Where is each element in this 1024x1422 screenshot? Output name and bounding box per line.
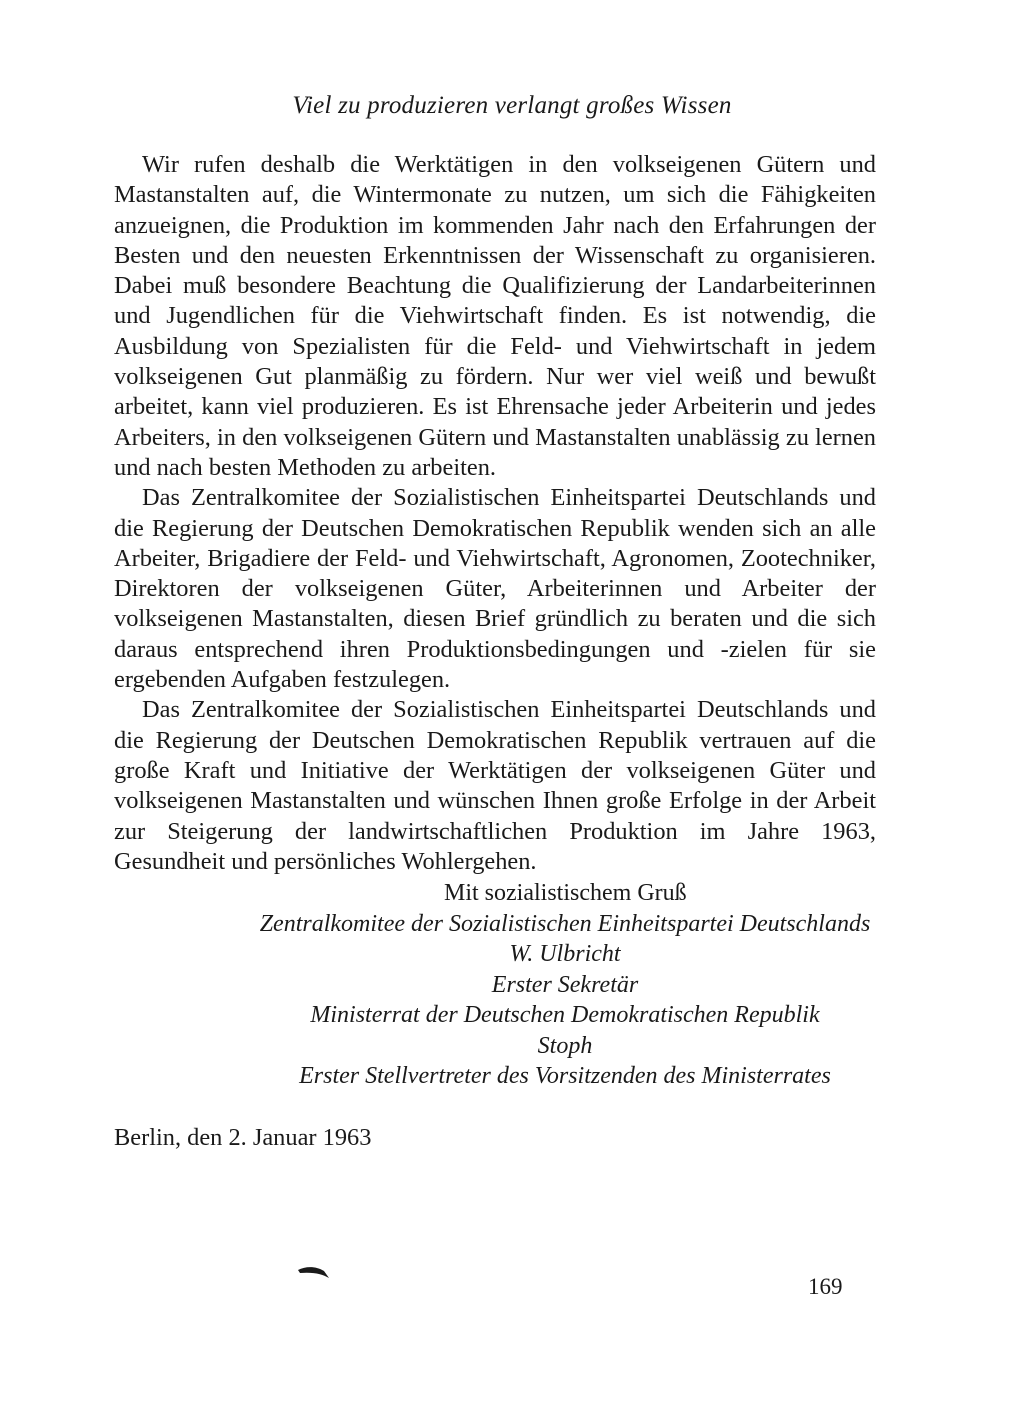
signature-title-deputy-chairman: Erster Stellvertreter des Vorsitzenden des Ministerrates	[299, 1063, 831, 1089]
section-heading: Viel zu produzieren verlangt großes Wissen	[292, 92, 732, 119]
signature-org-council-of-ministers: Ministerrat der Deutschen Demokratischen Republik	[310, 1002, 820, 1028]
signature-name-ulbricht: W. Ulbricht	[509, 941, 621, 967]
signature-title-first-secretary: Erster Sekretär	[491, 971, 639, 998]
signature-block	[114, 878, 876, 1092]
signature-greeting: Mit sozialistischem Gruß	[444, 880, 687, 906]
page-number: 169	[808, 1274, 843, 1299]
paragraph-3: Das Zentralkomitee der Sozialistischen Einheitspartei Deutschlands und die Regierung der Deutschen Demokratischen Republik vertrauen auf die große Kraft und Initiative der Werktätigen der volkseigenen Güter und volkseigenen Mastanstalten und wünschen Ihnen große Erfolge in der Arbeit zur Steigerung der landwirtschaftlichen Produktion im Jahre 1963, Gesundheit und persönliches Wohlergehen.	[114, 696, 876, 875]
paragraph-2: Das Zentralkomitee der Sozialistischen Einheitspartei Deutschlands und die Regierung der Deutschen Demokratischen Republik wenden sich an alle Arbeiter, Brigadiere der Feld- und Viehwirtschaft, Agronomen, Zootechniker, Direktoren der volkseigenen Güter, Arbeiterinnen und Arbeiter der volkseigenen Mastanstalten, diesen Brief gründlich zu beraten und die sich daraus entsprechend ihren Produktionsbedingungen und -zielen für sie ergebenden Aufgaben festzulegen.	[114, 484, 876, 694]
paragraph-1: Wir rufen deshalb die Werktätigen in den volkseigenen Gütern und Mastanstalten auf, die Wintermonate zu nutzen, um sich die Fähigkeiten anzueignen, die Produktion im kommenden Jahr nach den Erfahrungen der Besten und den neuesten Erkenntnissen der Wissenschaft zu organisieren. Dabei muß besondere Beachtung die Qualifizierung der Landarbeiterinnen und Jugendlichen für die Viehwirtschaft finden. Es ist notwendig, die Ausbildung von Spezialisten für die Feld- und Viehwirtschaft in jedem volkseigenen Gut planmäßig zu fördern. Nur wer viel weiß und bewußt arbeitet, kann viel produzieren. Es ist Ehrensache jeder Arbeiterin und jedes Arbeiters, in den volkseigenen Gütern und Mastanstalten unablässig zu lernen und nach besten Methoden zu arbeiten.	[114, 151, 876, 481]
ink-smudge-mark	[296, 1262, 332, 1282]
signature-name-stoph: Stoph	[537, 1032, 593, 1059]
signature-org-central-committee: Zentralkomitee der Sozialistischen Einheitspartei Deutschlands	[259, 910, 871, 937]
body-text	[114, 150, 876, 877]
place-and-date: Berlin, den 2. Januar 1963	[114, 1124, 372, 1151]
